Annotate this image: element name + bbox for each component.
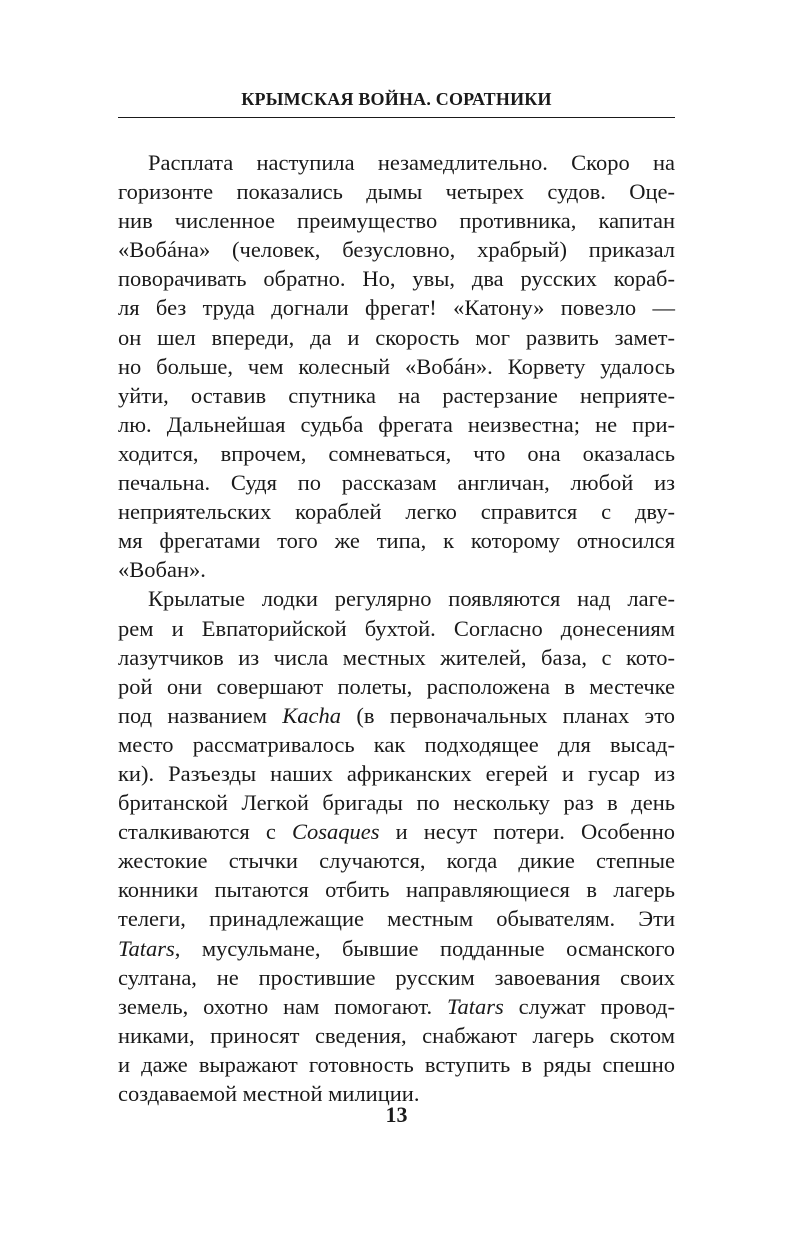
text-run: под названием (118, 702, 283, 728)
text-line: рем и Евпаторийской бухтой. Согласно донесениям (118, 615, 675, 641)
page-number: 13 (385, 1102, 408, 1127)
text-line: Крылатые лодки регулярно появляются над лаге- (148, 586, 675, 612)
text-line: «Вобáна» (человек, безусловно, храбрый) приказал (118, 237, 675, 263)
running-head: КРЫМСКАЯ ВОЙНА. СОРАТНИКИ (241, 89, 552, 109)
text-line: неприятельских кораблей легко справится с дву- (118, 499, 675, 525)
text-line (118, 992, 675, 1021)
text-line: никами, приносят сведения, снабжают лагерь скотом (118, 1022, 675, 1048)
header-rule (118, 117, 675, 118)
text-line: жестокие стычки случаются, когда дикие степные (118, 848, 675, 874)
text-line: мя фрегатами того же типа, к которому относился (118, 528, 675, 554)
text-line: место рассматривалось как подходящее для высад- (118, 731, 675, 757)
text-line: лю. Дальнейшая судьба фрегата неизвестна; не при- (118, 411, 675, 437)
text-line: султана, не простившие русским завоевания своих (118, 964, 675, 990)
text-line: рой они совершают полеты, расположена в местечке (118, 673, 675, 699)
text-line: лазутчиков из числа местных жителей, база, с кото- (118, 644, 675, 670)
text-run: и несут потери. Особенно (379, 819, 675, 845)
text-line: ля без труда догнали фрегат! «Катону» повезло — (118, 295, 675, 321)
text-line (118, 817, 675, 846)
text-line: но больше, чем колесный «Вобáн». Корвету удалось (118, 353, 675, 379)
text-line (118, 701, 675, 730)
text-line: британской Легкой бригады по нескольку раз в день (118, 790, 675, 816)
text-run: земель, охотно нам помогают. (118, 993, 448, 1019)
text-line: нив численное преимущество противника, капитан (118, 208, 675, 234)
italic-term: Tatars (118, 935, 175, 961)
text-line: горизонте показались дымы четырех судов. Оце- (118, 179, 675, 205)
text-line: создаваемой местной милиции. (118, 1081, 420, 1106)
text-run: сталкиваются с (118, 819, 292, 845)
italic-term: Kacha (282, 702, 342, 728)
text-line: ходится, впрочем, сомневаться, что она оказалась (118, 440, 675, 466)
text-line: «Вобан». (118, 557, 206, 583)
text-run: , мусульмане, бывшие подданные османского (174, 935, 675, 961)
text-line: конники пытаются отбить направляющиеся в лагерь (118, 877, 675, 903)
body-text (118, 148, 675, 1108)
text-line: уйти, оставив спутника на растерзание неприяте- (118, 382, 675, 408)
italic-term: Cosaques (291, 819, 380, 845)
italic-term: Tatars (447, 993, 504, 1019)
text-line: Расплата наступила незамедлительно. Скоро на (148, 150, 675, 175)
text-line: и даже выражают готовность вступить в ряды спешно (118, 1051, 675, 1077)
text-run: (в первоначальных планах это (341, 702, 675, 728)
text-line: поворачивать обратно. Но, увы, два русских кораб- (118, 266, 675, 292)
text-line: телеги, принадлежащие местным обывателям. Эти (118, 906, 675, 932)
text-line (118, 934, 675, 963)
text-run: служат провод- (503, 993, 675, 1019)
text-line: ки). Разъезды наших африканских егерей и гусар из (118, 760, 675, 786)
text-line: печальна. Судя по рассказам англичан, любой из (118, 470, 675, 496)
text-line: он шел впереди, да и скорость мог развить замет- (118, 324, 675, 350)
